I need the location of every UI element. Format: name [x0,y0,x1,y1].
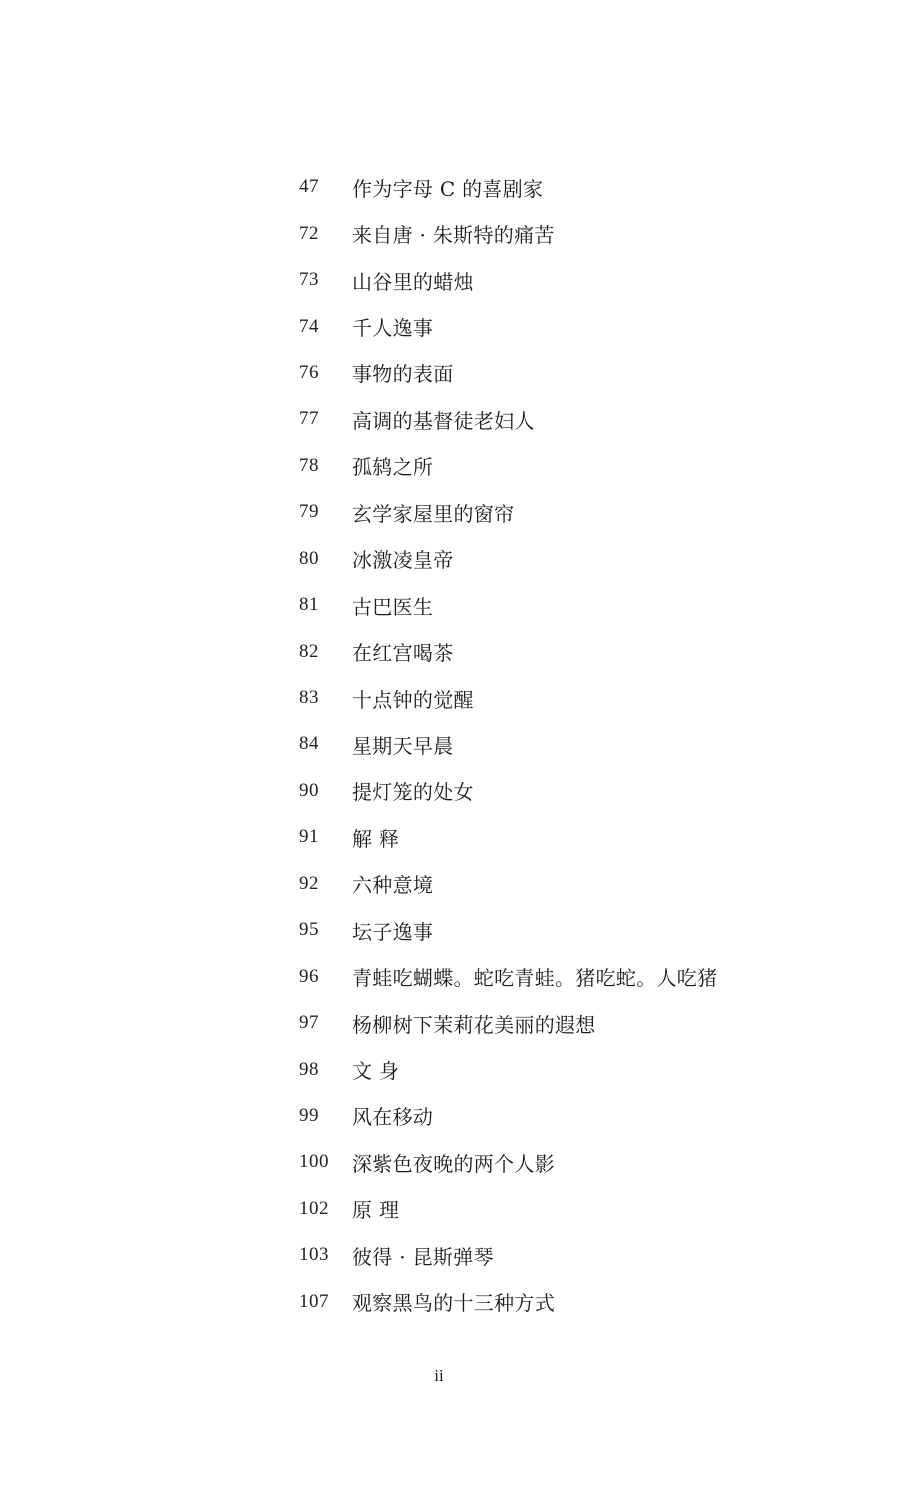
toc-entry-page-number: 76 [299,361,319,383]
table-of-contents [299,164,819,1325]
toc-entry [299,721,819,767]
toc-entry-title: 提灯笼的处女 [352,780,474,805]
toc-entry-title: 深紫色夜晚的两个人影 [352,1151,555,1176]
toc-entry [299,210,819,256]
toc-entry-title: 坛子逸事 [352,919,434,944]
toc-entry [299,257,819,303]
toc-entry-page-number: 80 [299,547,319,569]
toc-entry-page-number: 99 [299,1104,319,1126]
toc-entry [299,164,819,210]
toc-entry [299,1046,819,1092]
toc-entry [299,628,819,674]
toc-entry-title: 来自唐 · 朱斯特的痛苦 [352,223,555,248]
toc-entry-title: 玄学家屋里的窗帘 [352,501,515,526]
toc-entry-page-number: 100 [299,1151,329,1173]
toc-entry [299,1000,819,1046]
toc-entry [299,443,819,489]
toc-entry [299,953,819,999]
toc-entry-title: 风在移动 [352,1105,434,1130]
toc-entry-page-number: 83 [299,687,319,709]
toc-entry-page-number: 77 [299,408,319,430]
toc-entry [299,350,819,396]
toc-entry-title: 原 理 [352,1198,400,1223]
toc-entry-page-number: 102 [299,1197,329,1219]
toc-entry-page-number: 96 [299,965,319,987]
toc-entry [299,1139,819,1185]
toc-entry-page-number: 84 [299,733,319,755]
toc-entry-page-number: 47 [299,176,319,198]
toc-entry-title: 六种意境 [352,873,434,898]
toc-entry [299,1232,819,1278]
toc-entry-title: 千人逸事 [352,316,434,341]
toc-entry-title: 高调的基督徒老妇人 [352,408,535,433]
toc-entry-page-number: 95 [299,919,319,941]
page-number-folio: ii [434,1366,444,1385]
toc-entry-page-number: 72 [299,222,319,244]
toc-entry-page-number: 82 [299,640,319,662]
toc-entry-title: 冰激凌皇帝 [352,548,454,573]
toc-entry [299,582,819,628]
toc-entry-page-number: 91 [299,826,319,848]
toc-entry-title: 解 释 [352,826,400,851]
toc-entry-page-number: 81 [299,594,319,616]
toc-entry-page-number: 107 [299,1290,329,1312]
toc-entry-title: 山谷里的蜡烛 [352,269,474,294]
toc-entry [299,675,819,721]
toc-entry [299,1093,819,1139]
toc-entry-page-number: 78 [299,454,319,476]
toc-entry-page-number: 98 [299,1058,319,1080]
toc-entry [299,536,819,582]
toc-entry [299,1186,819,1232]
toc-entry-title: 文 身 [352,1059,400,1084]
toc-entry [299,861,819,907]
toc-entry-title: 观察黑鸟的十三种方式 [352,1291,555,1316]
toc-entry-page-number: 97 [299,1012,319,1034]
toc-entry-page-number: 92 [299,872,319,894]
toc-entry-title: 青蛙吃蝴蝶。蛇吃青蛙。猪吃蛇。人吃猪 [352,966,718,991]
toc-entry-page-number: 103 [299,1244,329,1266]
toc-entry [299,1279,819,1325]
toc-entry-page-number: 74 [299,315,319,337]
toc-entry [299,907,819,953]
toc-entry-title: 古巴医生 [352,594,434,619]
toc-entry-title: 在红宫喝茶 [352,641,454,666]
toc-entry-title: 杨柳树下茉莉花美丽的遐想 [352,1012,596,1037]
toc-entry-title: 作为字母 C 的喜剧家 [352,176,544,201]
toc-entry-title: 事物的表面 [352,362,454,387]
toc-entry-title: 星期天早晨 [352,733,454,758]
toc-entry-title: 孤鸫之所 [352,455,434,480]
toc-entry-title: 彼得 · 昆斯弹琴 [352,1244,494,1269]
toc-entry [299,814,819,860]
toc-entry-page-number: 79 [299,501,319,523]
toc-entry [299,396,819,442]
toc-entry [299,489,819,535]
toc-entry-page-number: 90 [299,779,319,801]
toc-entry [299,768,819,814]
toc-entry-title: 十点钟的觉醒 [352,687,474,712]
toc-entry-page-number: 73 [299,269,319,291]
toc-entry [299,303,819,349]
